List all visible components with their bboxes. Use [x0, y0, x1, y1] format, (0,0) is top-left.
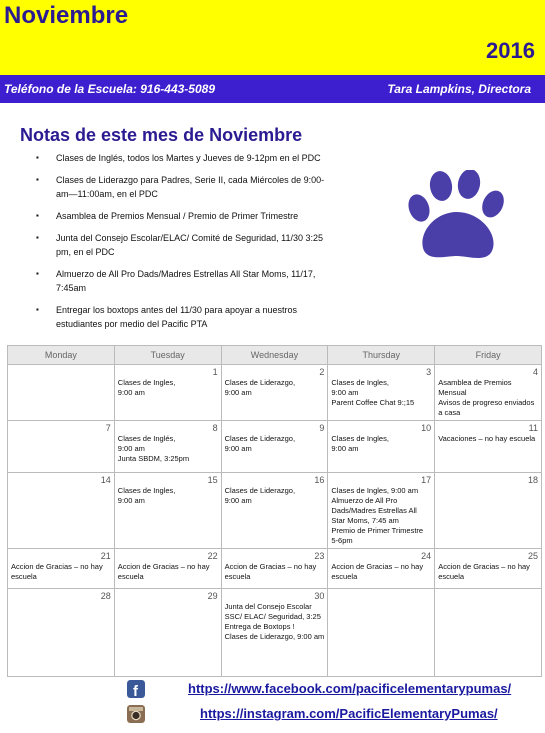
calendar-day-cell: [221, 421, 328, 473]
notes-title: Notas de este mes de Noviembre: [20, 125, 303, 145]
calendar-event: Clases de Liderazgo,: [224, 486, 296, 495]
day-number: 14: [100, 475, 111, 485]
day-number: 23: [314, 551, 325, 561]
calendar-event: 9:00 am: [117, 496, 145, 505]
calendar-day-cell: [114, 473, 221, 549]
day-number: 21: [100, 551, 111, 561]
calendar-event: Clases de Inglés,: [117, 434, 176, 443]
calendar-day-cell: [328, 365, 435, 421]
paw-print-icon: [405, 170, 510, 265]
note-item: ▪ Asamblea de Premios Mensual / Premio de Primer Trimestre: [36, 209, 336, 223]
calendar-day-cell: [435, 473, 542, 549]
director-name: Tara Lampkins, Directora: [387, 82, 531, 96]
calendar-event: Accion de Gracias – no hay escuela: [438, 562, 530, 581]
month-title: Noviembre: [4, 2, 129, 29]
calendar-day-cell: [328, 549, 435, 589]
calendar-event: 9:00 am: [117, 388, 145, 397]
day-number: 1: [212, 367, 218, 377]
svg-text:f: f: [133, 683, 138, 698]
calendar-day-cell: [221, 549, 328, 589]
calendar-day-cell: [328, 589, 435, 677]
note-item: ▪ Clases de Liderazgo para Padres, Serie II, cada Miércoles de 9:00-am—11:00am, en el PDC: [36, 173, 336, 201]
calendar-event: Asamblea de Premios Mensual: [438, 378, 512, 397]
note-item: ▪ Entregar los boxtops antes del 11/30 para apoyar a nuestros estudiantes por medio del Pacific PTA: [36, 303, 336, 331]
day-number: 18: [527, 475, 538, 485]
calendar-event: 9:00 am: [331, 388, 359, 397]
calendar-event: Avisos de progreso enviados a casa: [438, 398, 535, 417]
calendar-event: 9:00 am: [224, 444, 252, 453]
day-number: [438, 591, 538, 602]
day-number: 16: [314, 475, 325, 485]
day-number: 24: [421, 551, 432, 561]
year-title: 2016: [486, 38, 535, 63]
calendar-event: Accion de Gracias – no hay escuela: [224, 562, 317, 581]
calendar-day-cell: [8, 589, 115, 677]
day-number: 22: [207, 551, 218, 561]
calendar-day-cell: [435, 589, 542, 677]
calendar-event: 9:00 am: [224, 496, 252, 505]
facebook-link[interactable]: https://www.facebook.com/pacificelementarypumas/: [188, 681, 512, 696]
calendar-day-cell: [328, 473, 435, 549]
calendar-day-cell: [114, 589, 221, 677]
calendar-event: 9:00 am: [331, 444, 359, 453]
calendar-day-cell: [8, 549, 115, 589]
calendar-day-cell: [221, 365, 328, 421]
day-number: 17: [421, 475, 432, 485]
calendar-event: Vacaciones – no hay escuela: [438, 434, 536, 443]
calendar-week-row: [8, 421, 542, 473]
day-number: 10: [421, 423, 432, 433]
note-item: ▪ Junta del Consejo Escolar/ELAC/ Comité de Seguridad, 11/30 3:25 pm, en el PDC: [36, 231, 336, 259]
calendar-day-cell: [221, 589, 328, 677]
header: [0, 0, 545, 75]
day-header-monday: Monday: [8, 346, 115, 365]
calendar-event: Accion de Gracias – no hay escuela: [11, 562, 103, 581]
calendar-event: Almuerzo de All Pro Dads/Madres Estrellas All Star Moms, 7:45 am: [331, 496, 417, 525]
facebook-icon[interactable]: [127, 680, 145, 698]
day-number: [331, 591, 431, 602]
day-header-friday: Friday: [435, 346, 542, 365]
notes-list: [36, 151, 336, 339]
day-number: 29: [207, 591, 218, 601]
calendar-event: Clases de Ingles,: [117, 378, 176, 387]
calendar-day-cell: [8, 421, 115, 473]
calendar-week-row: [8, 589, 542, 677]
calendar-event: Parent Coffee Chat 9:;15: [331, 398, 415, 407]
calendar-event: 9:00 am: [224, 388, 252, 397]
calendar-event: Entrega de Boxtops !: [224, 622, 295, 631]
calendar-day-cell: [114, 549, 221, 589]
day-number: 30: [314, 591, 325, 601]
calendar-event: Accion de Gracias – no hay escuela: [331, 562, 424, 581]
calendar-day-cell: [435, 549, 542, 589]
note-item: ▪ Clases de Inglés, todos los Martes y Jueves de 9-12pm en el PDC: [36, 151, 336, 165]
calendar-event: Clases de Ingles,: [331, 434, 389, 443]
calendar-day-cell: [8, 365, 115, 421]
day-number: 9: [319, 423, 325, 433]
instagram-link[interactable]: https://instagram.com/PacificElementaryPumas/: [200, 706, 498, 721]
day-number: 7: [105, 423, 111, 433]
calendar-event: Clases de Ingles,: [331, 378, 389, 387]
calendar-week-row: [8, 473, 542, 549]
school-phone: Teléfono de la Escuela: 916-443-5089: [4, 82, 215, 96]
calendar-day-cell: [8, 473, 115, 549]
contact-bar: [0, 75, 545, 103]
calendar-event: Premio de Primer Trimestre 5-6pm: [331, 526, 424, 545]
calendar-event: 9:00 am: [117, 444, 145, 453]
calendar-day-cell: [435, 421, 542, 473]
calendar-event: Junta SBDM, 3:25pm: [117, 454, 190, 463]
calendar-event: Clases de Liderazgo,: [224, 434, 296, 443]
instagram-icon[interactable]: [127, 705, 145, 723]
day-header-tuesday: Tuesday: [114, 346, 221, 365]
calendar-day-cell: [114, 365, 221, 421]
day-number: [11, 367, 111, 378]
day-number: 11: [528, 423, 538, 433]
calendar-day-cell: [328, 421, 435, 473]
calendar-event: Clases de Liderazgo,: [224, 378, 296, 387]
calendar-week-row: [8, 365, 542, 421]
calendar-week-row: [8, 549, 542, 589]
day-number: 25: [527, 551, 538, 561]
day-number: 2: [319, 367, 325, 377]
day-header-thursday: Thursday: [328, 346, 435, 365]
calendar-event: Clases de Ingles,: [117, 486, 176, 495]
day-number: 28: [100, 591, 111, 601]
day-number: 4: [532, 367, 538, 377]
day-header-wednesday: Wednesday: [221, 346, 328, 365]
calendar-day-cell: [114, 421, 221, 473]
day-number: 15: [207, 475, 218, 485]
calendar-event: Accion de Gracias – no hay escuela: [117, 562, 210, 581]
calendar-event: Junta del Consejo Escolar SSC/ ELAC/ Seguridad, 3:25: [224, 602, 321, 621]
day-number: 3: [426, 367, 432, 377]
calendar-event: Clases de Ingles, 9:00 am: [331, 486, 419, 495]
calendar-day-cell: [435, 365, 542, 421]
day-number: 8: [212, 423, 218, 433]
calendar-table: [7, 345, 542, 677]
note-item: ▪ Almuerzo de All Pro Dads/Madres Estrellas All Star Moms, 11/17, 7:45am: [36, 267, 336, 295]
calendar-day-cell: [221, 473, 328, 549]
calendar-event: Clases de Liderazgo, 9:00 am: [224, 632, 325, 641]
